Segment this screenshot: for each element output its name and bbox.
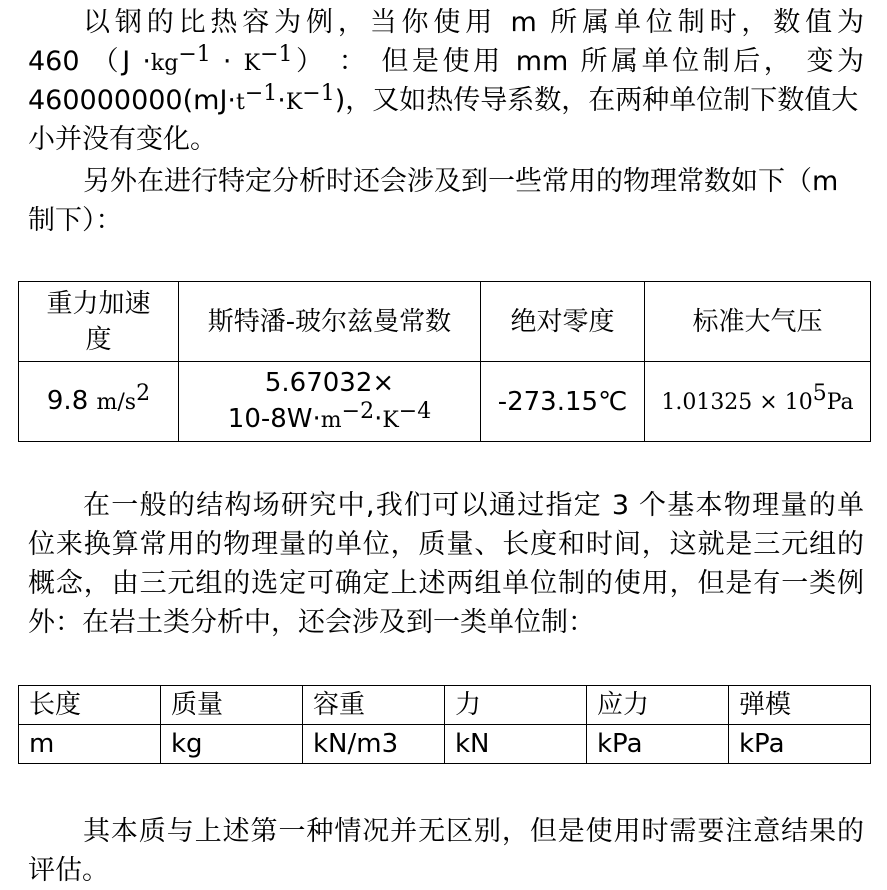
text-line: 其本质与上述第一种情况并无区别，但是使用时需要注意结果的 bbox=[83, 816, 864, 847]
header-cell: 弹模 bbox=[729, 686, 871, 725]
paragraph-unit-triplet bbox=[28, 486, 864, 642]
table-header-row bbox=[19, 686, 871, 725]
table-cell: kPa bbox=[587, 725, 729, 764]
text-line: 外：在岩土类分析中，还会涉及到一类单位制： bbox=[28, 607, 595, 638]
table-cell: kN/m3 bbox=[303, 725, 445, 764]
paragraph-specific-heat bbox=[28, 3, 864, 159]
header-cell: 标准大气压 bbox=[645, 282, 871, 362]
text-line: 小并没有变化。 bbox=[28, 124, 217, 155]
table-row bbox=[19, 362, 871, 442]
header-cell: 斯特潘-玻尔兹曼常数 bbox=[179, 282, 481, 362]
header-cell: 容重 bbox=[303, 686, 445, 725]
stefan-boltzmann-value: 5.67032× $10-8W\cdot m^{-2}\cdot K^{-4}$ bbox=[179, 362, 481, 442]
geotechnical-units-table bbox=[18, 685, 871, 764]
header-cell: 应力 bbox=[587, 686, 729, 725]
atmospheric-pressure-value: $1.01325 \times 10^5Pa$ bbox=[645, 362, 871, 442]
table-cell: m bbox=[19, 725, 161, 764]
text-line: 以钢的比热容为例，当你使用 m 所属单位制时，数值为 bbox=[83, 7, 864, 38]
header-cell: 重力加速 度 bbox=[19, 282, 179, 362]
constants-table bbox=[18, 281, 871, 442]
header-cell: 绝对零度 bbox=[481, 282, 645, 362]
text-line: 在一般的结构场研究中,我们可以通过指定 3 个基本物理量的单 bbox=[83, 490, 864, 521]
paragraph-constants-intro bbox=[28, 162, 864, 240]
text-line: 概念，由三元组的选定可确定上述两组单位制的使用，但是有一类例 bbox=[28, 568, 864, 599]
header-cell: 长度 bbox=[19, 686, 161, 725]
table-cell: kg bbox=[161, 725, 303, 764]
gravity-value: 9.8 $m/s^2$ bbox=[19, 362, 179, 442]
text-line: 位来换算常用的物理量的单位，质量、长度和时间，这就是三元组的 bbox=[28, 529, 864, 560]
paragraph-conclusion bbox=[28, 812, 864, 890]
text-line: 另外在进行特定分析时还会涉及到一些常用的物理常数如下（m bbox=[83, 166, 839, 197]
text-line: 评估。 bbox=[28, 855, 109, 886]
header-cell: 质量 bbox=[161, 686, 303, 725]
absolute-zero-value: -273.15℃ bbox=[481, 362, 645, 442]
table-row bbox=[19, 725, 871, 764]
table-cell: kN bbox=[445, 725, 587, 764]
text-line: $460000000(mJ\cdot t^{-1}\cdot K^{-1})$，又如热传导系数，在两种单位制下数值大 bbox=[28, 81, 859, 116]
table-header-row bbox=[19, 282, 871, 362]
text-line: 制下）： bbox=[28, 205, 123, 236]
header-cell: 力 bbox=[445, 686, 587, 725]
text-line: 460 $(J \cdot kg^{-1} \cdot K^{-1})$ ： 但是使用 mm 所属单位制后， 变为 bbox=[28, 42, 865, 77]
table-cell: kPa bbox=[729, 725, 871, 764]
